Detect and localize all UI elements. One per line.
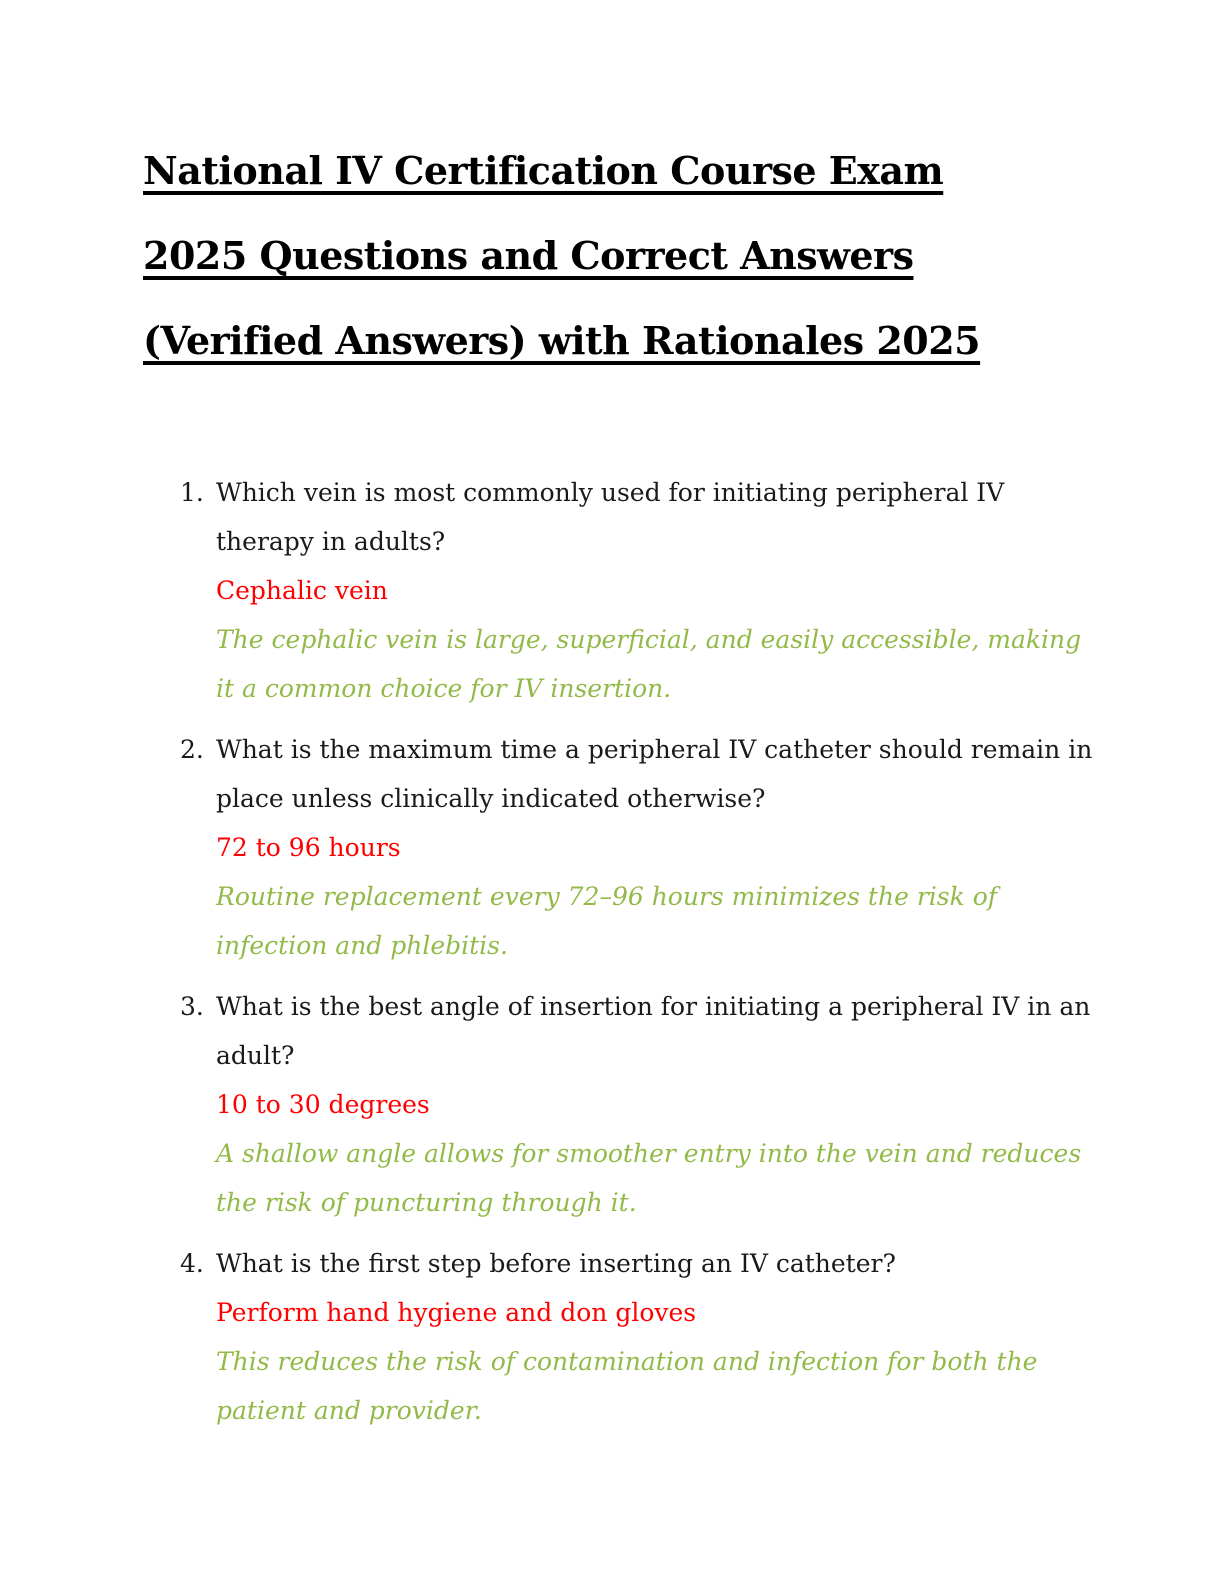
rationale-text: A shallow angle allows for smoother entry into the vein and reduces the risk of puncturing through it.	[216, 1139, 1082, 1217]
question-body	[216, 1239, 1101, 1435]
answer-text: 10 to 30 degrees	[216, 1090, 430, 1119]
question-item	[180, 1239, 1110, 1435]
question-text: What is the first step before inserting an IV catheter?	[216, 1249, 896, 1278]
question-number: 2.	[180, 735, 204, 764]
question-text: Which vein is most commonly used for initiating peripheral IV therapy in adults?	[216, 478, 1005, 556]
question-number: 3.	[180, 992, 204, 1021]
question-body	[216, 982, 1101, 1227]
question-text: What is the maximum time a peripheral IV catheter should remain in place unless clinically indicated otherwise?	[216, 735, 1093, 813]
rationale-text: The cephalic vein is large, superficial, and easily accessible, making it a common choice for IV insertion.	[216, 625, 1082, 703]
answer-text: Cephalic vein	[216, 576, 388, 605]
question-list	[180, 468, 1110, 1435]
answer-text: 72 to 96 hours	[216, 833, 401, 862]
question-text: What is the best angle of insertion for initiating a peripheral IV in an adult?	[216, 992, 1091, 1070]
document-title	[143, 128, 1164, 383]
answer-text: Perform hand hygiene and don gloves	[216, 1298, 697, 1327]
question-body	[216, 725, 1101, 970]
question-item	[180, 468, 1110, 713]
document-title-line: 2025 Questions and Correct Answers	[143, 233, 914, 278]
question-body	[216, 468, 1101, 713]
rationale-text: Routine replacement every 72–96 hours minimizes the risk of infection and phlebitis.	[216, 882, 997, 960]
question-number: 1.	[180, 478, 204, 507]
question-number: 4.	[180, 1249, 204, 1278]
document-title-line: (Verified Answers) with Rationales 2025	[143, 318, 981, 363]
question-item	[180, 982, 1110, 1227]
document-title-line: National IV Certification Course Exam	[143, 148, 944, 193]
question-item	[180, 725, 1110, 970]
rationale-text: This reduces the risk of contamination and infection for both the patient and provider.	[216, 1347, 1038, 1425]
